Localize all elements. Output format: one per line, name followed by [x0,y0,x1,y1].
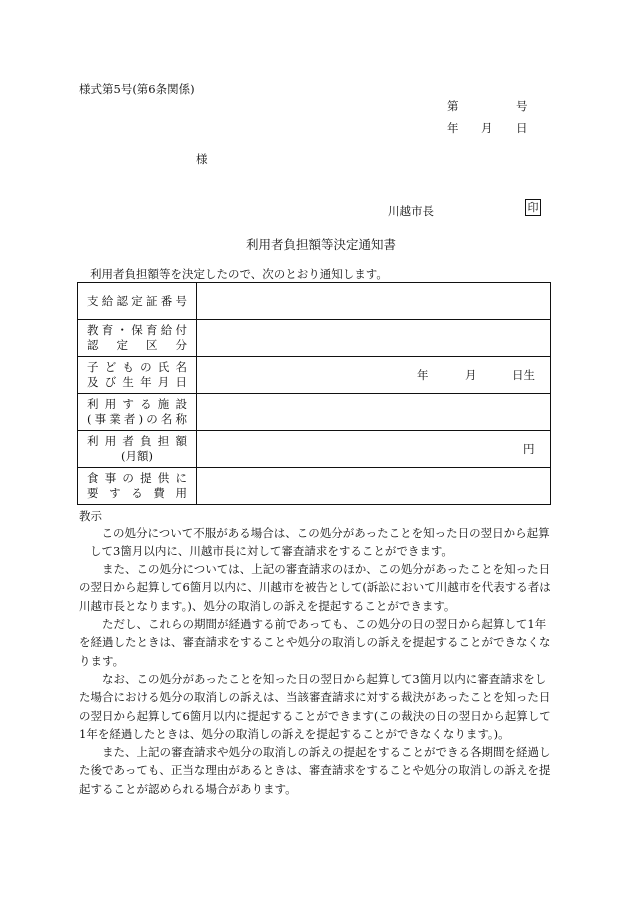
label-char: 給 [101,293,114,308]
label-char: 分 [175,338,187,352]
date-day-label: 日 [516,121,528,135]
label-char: 称 [175,412,187,426]
label-char: 及 [87,375,99,389]
table-row [78,468,551,505]
intro-text: 利用者負担額等を決定したので、次のとおり通知します。 [90,267,388,281]
label-char: 証 [146,293,158,308]
label-line-monthly: (月額) [121,449,153,463]
label-char: 提 [140,471,152,485]
label-char: 付 [175,323,187,337]
table-row [78,320,551,357]
label-char: 費 [153,486,165,500]
label-char: 給 [160,323,173,337]
label-char: 者 [122,434,134,448]
date-year-label: 年 [447,121,459,135]
row-value-certification-category [197,320,551,357]
birth-year-label: 年 [417,368,429,382]
label-char: 食 [87,471,99,485]
label-char: 保 [131,323,143,337]
document-title: 利用者負担額等決定通知書 [246,237,397,252]
table-row [78,431,551,468]
row-value-child-name-birthdate [197,357,551,394]
row-label-facility-name [78,394,197,431]
label-char: 事 [104,471,117,485]
label-line [78,397,196,412]
label-char: 号 [175,293,187,308]
label-char: 用 [104,434,117,448]
label-char: 氏 [157,360,170,374]
label-char: 事 [94,412,107,426]
label-char: る [131,486,143,500]
label-char: 番 [160,293,173,308]
label-char: 利 [87,397,99,411]
label-char: ( [87,412,92,426]
label-char: 設 [175,397,187,411]
label-line [78,375,196,390]
decision-table [77,282,551,505]
birth-day-label: 日生 [512,368,535,382]
row-value-meal-cost [197,468,551,505]
label-char: 年 [140,375,152,389]
notice-paragraph: また、この処分については、上記の審査請求のほか、この処分があったことを知った日の翌日から起算して6箇月以内に、川越市を被告として(訴訟において川越市を代表する者は川越市長となります。)、処分の取消しの訴えを提起することができます。 [79,562,551,613]
label-char: す [122,397,134,411]
label-char: 用 [104,397,117,411]
row-value-facility-name [197,394,551,431]
label-char: 定 [116,338,128,352]
label-char: 利 [87,434,99,448]
table-row [78,283,551,320]
label-char: も [122,360,134,374]
label-char: 施 [157,397,170,411]
label-char: に [175,471,187,485]
label-char: び [104,375,117,389]
label-char: 名 [175,360,187,374]
notice-paragraph: また、上記の審査請求や処分の取消しの訴えの提起をすることができる各期間を経過した後であっても、正当な理由があるときは、審査請求をすることや処分の取消しの訴えを提起することが認められる場合があります。 [79,745,551,796]
label-char: 業 [109,412,121,426]
label-char: 育 [101,323,114,337]
label-char: の [140,360,152,374]
label-char: す [109,486,121,500]
label-char: の [146,412,158,426]
label-char: の [122,471,134,485]
label-char: 負 [140,434,152,448]
notice-paragraph: ただし、これらの期間が経過する前であっても、この処分の日の翌日から起算して1年を経過したときは、審査請求をすることや処分の取消しの訴えを提起することができなくなります。 [79,617,551,668]
table-row [78,357,551,394]
label-char: 者 [123,412,136,426]
table-row [78,394,551,431]
label-char: 区 [146,338,158,352]
notice-paragraph: なお、この処分があったことを知った日の翌日から起算して3箇月以内に審査請求をした場合における処分の取消しの訴えは、当該審査請求に対する裁決があったことを知った日の翌日から起算して6箇月以内に提起することができます(この裁決の日の翌日から起算して1年を経過したときは、処分の取消しの訴えを提起することができなくなります。)。 [79,672,551,742]
label-line [78,294,196,309]
addressee-suffix: 様 [196,152,208,166]
seal-mark: 印 [525,199,541,216]
label-char: 要 [87,486,99,500]
row-label-certificate-number [78,283,197,320]
label-char: 担 [157,434,170,448]
label-char: 認 [116,293,128,308]
document-number-suffix: 号 [516,99,528,113]
date-month-label: 月 [481,121,493,135]
label-char: 額 [175,434,187,448]
label-char: 生 [122,375,134,389]
label-char: ど [104,360,117,374]
label-line [78,486,196,501]
label-char: 供 [157,471,170,485]
label-char: ) [138,412,144,426]
row-label-child-name-birthdate [78,357,197,394]
document-number-prefix: 第 [447,99,459,113]
label-char: ・ [116,323,128,337]
yen-unit: 円 [523,442,535,456]
label-char: 日 [175,375,187,389]
row-label-meal-cost [78,468,197,505]
row-value-certificate-number [197,283,551,320]
label-line [78,434,196,449]
row-label-certification-category [78,320,197,357]
label-char: る [140,397,152,411]
label-char: 育 [146,323,158,337]
row-value-user-charge [197,431,551,468]
label-line [78,471,196,486]
label-line [78,412,196,427]
notice-paragraph: この処分について不服がある場合は、この処分があったことを知った日の翌日から起算して3箇月以内に、川越市長に対して審査請求をすることができます。 [90,526,550,559]
label-char: 認 [87,338,99,352]
label-char: 支 [87,293,99,308]
label-char: 定 [131,293,143,308]
label-char: 名 [160,412,173,426]
row-label-user-charge [78,431,197,468]
label-char: 子 [87,360,99,374]
label-line [78,323,196,338]
notice-heading: 教示 [79,509,102,523]
form-number: 様式第5号(第6条関係) [79,82,195,96]
label-char: 教 [87,323,99,337]
label-line [78,338,196,353]
birth-month-label: 月 [465,368,477,382]
label-char: 月 [157,375,170,389]
label-line [78,360,196,375]
issuer-name: 川越市長 [388,204,434,218]
label-char: 用 [175,486,187,500]
